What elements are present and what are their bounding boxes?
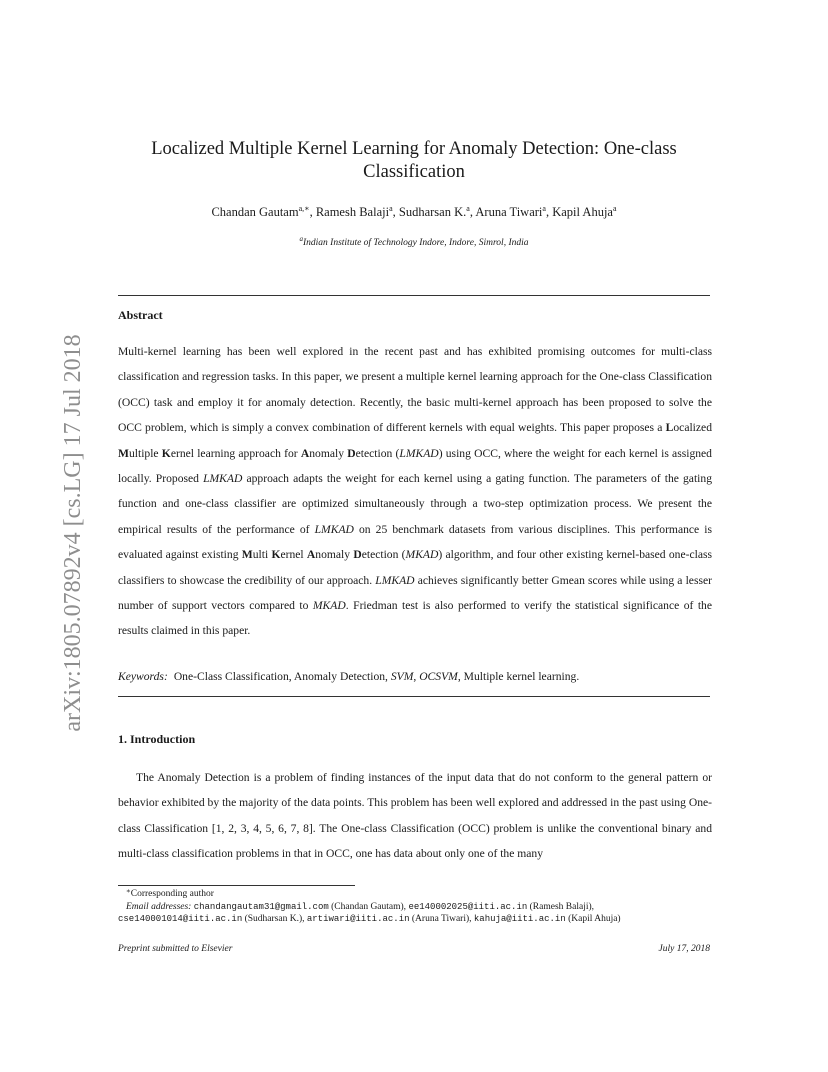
abstract-span: nomaly xyxy=(309,446,348,460)
author-name: Kapil Ahuja xyxy=(552,205,613,219)
math-term: LMKAD xyxy=(399,446,439,460)
abstract-span: ) algorithm, and four other existing kernel-based one-class classifiers to showcase the credibility of our approach. xyxy=(118,548,712,587)
author-name: Ramesh Balaji xyxy=(315,205,390,219)
acronym-letter: M xyxy=(241,548,253,562)
abstract-span: etection ( xyxy=(355,446,400,460)
acronym-letter: L xyxy=(665,421,674,435)
math-term: MKAD xyxy=(312,599,346,613)
math-term: OCSVM xyxy=(419,670,458,683)
affiliation xyxy=(118,237,710,249)
abstract-top-rule xyxy=(118,295,710,296)
author-list xyxy=(118,204,710,220)
footnote-emails-line-1 xyxy=(118,901,712,914)
acronym-letter: M xyxy=(118,446,129,460)
math-term: LMKAD xyxy=(203,472,243,486)
math-term: LMKAD xyxy=(375,573,415,587)
affiliation-mark: a xyxy=(299,235,303,243)
footnotes xyxy=(118,888,712,926)
email-address: chandangautam31@gmail.com xyxy=(193,901,329,912)
email-address: cse140001014@iiti.ac.in xyxy=(118,914,243,924)
abstract-span: Multi-kernel learning has been well explored in the recent past and has exhibited promising outcomes for multi-class classification and regression tasks. In this paper, we present a multiple kernel learning approach for the One-class Classification (OCC) task and employ it for anomaly detection. Recently, the basic multi-kernel approach has been proposed to solve the OCC problem, which is simply a convex combination of different kernels with equal weights. This paper proposes a xyxy=(118,345,712,435)
abstract-span: ) using OCC, where the weight for each kernel is assigned locally. Proposed xyxy=(118,446,712,486)
abstract-span: approach adapts the weight for each kernel using a gating function. The parameters of the gating function and one-class classifier are optimized simultaneously through a two-step optimization process. We present the empirical results of the performance of xyxy=(118,472,712,536)
email-owner: (Sudharsan K.), xyxy=(242,914,307,924)
author-name: Sudharsan K. xyxy=(398,205,467,219)
footer-date: July 17, 2018 xyxy=(658,944,710,954)
footer-preprint-note: Preprint submitted to Elsevier xyxy=(118,944,233,954)
author-name: Chandan Gautam xyxy=(211,205,299,219)
acronym-letter: K xyxy=(271,548,281,562)
abstract-heading: Abstract xyxy=(118,308,163,322)
section-heading-introduction: 1. Introduction xyxy=(118,732,196,746)
author-separator: , xyxy=(469,205,476,219)
footnote-rule xyxy=(118,885,355,886)
math-term: SVM xyxy=(390,670,414,683)
keywords-line xyxy=(118,669,712,685)
abstract-span: . Friedman test is also performed to verify the statistical significance of the results claimed in this paper. xyxy=(118,599,713,638)
abstract-bottom-rule xyxy=(118,696,710,697)
acronym-letter: D xyxy=(347,446,356,460)
author-name: Aruna Tiwari xyxy=(475,205,543,219)
math-term: LMKAD xyxy=(314,522,354,536)
math-term: MKAD xyxy=(405,548,439,562)
abstract-span: nomaly xyxy=(315,548,354,562)
abstract-span: etection ( xyxy=(361,548,406,562)
email-owner: (Aruna Tiwari), xyxy=(409,914,474,924)
keywords-text: , Multiple kernel learning. xyxy=(457,670,580,683)
paper-title xyxy=(118,138,710,184)
author-affil-mark: a xyxy=(466,204,470,213)
author-affil-mark: a xyxy=(542,204,546,213)
email-owner: (Ramesh Balaji), xyxy=(527,901,595,912)
title-line-1: Localized Multiple Kernel Learning for Anomaly Detection: One-class xyxy=(151,139,677,159)
footnote-corresponding xyxy=(118,888,712,901)
title-line-2: Classification xyxy=(363,162,465,182)
author-affil-mark: a xyxy=(389,204,393,213)
keywords-label: Keywords: xyxy=(118,670,168,683)
acronym-letter: A xyxy=(300,446,310,460)
abstract-span: ernel xyxy=(280,548,307,562)
author-separator: , xyxy=(545,205,553,219)
abstract-span: ernel learning approach for xyxy=(170,446,301,460)
acronym-letter: D xyxy=(353,548,362,562)
keywords-text: One-Class Classification, Anomaly Detection, xyxy=(173,670,391,683)
email-address: artiwari@iiti.ac.in xyxy=(306,914,410,924)
abstract-span: ultiple xyxy=(128,446,162,460)
keywords-text: , xyxy=(413,670,420,683)
author-separator: , xyxy=(392,205,399,219)
acronym-letter: K xyxy=(161,446,171,460)
footnote-text: Corresponding author xyxy=(130,889,214,899)
footnote-mark: ∗ xyxy=(126,887,131,895)
email-owner: (Chandan Gautam), xyxy=(328,901,409,912)
author-affil-mark: a,∗ xyxy=(298,204,310,213)
author-separator: , xyxy=(309,205,316,219)
abstract-span: achieves significantly better Gmean scores while using a lesser number of support vectors compared to xyxy=(118,573,712,613)
abstract-span: ocalized xyxy=(673,421,712,435)
author-affil-mark: a xyxy=(612,204,617,213)
email-address: kahuja@iiti.ac.in xyxy=(473,914,566,924)
acronym-letter: A xyxy=(306,548,316,562)
affiliation-text: Indian Institute of Technology Indore, Indore, Simrol, India xyxy=(302,238,529,248)
email-owner: (Kapil Ahuja) xyxy=(565,914,621,924)
email-address: ee140002025@iiti.ac.in xyxy=(408,901,528,912)
abstract-text xyxy=(118,339,712,644)
footnote-emails-line-2 xyxy=(118,913,712,926)
abstract-span: ulti xyxy=(252,548,272,562)
email-label: Email addresses: xyxy=(126,901,192,912)
abstract-span: on 25 benchmark datasets from various disciplines. This performance is evaluated against existing xyxy=(118,522,712,562)
introduction-paragraph: The Anomaly Detection is a problem of finding instances of the input data that do not conform to the general pattern or behavior exhibited by the majority of the data points. This problem has been well explored and addressed in the past using One-class Classification [1, 2, 3, 4, 5, 6, 7, 8]. The One-class Classification (OCC) problem is unlike the conventional binary and multi-class classification problems in that in OCC, one has data about only one of the many xyxy=(118,771,712,861)
arxiv-identifier-stamp: arXiv:1805.07892v4 [cs.LG] 17 Jul 2018 xyxy=(60,334,86,732)
